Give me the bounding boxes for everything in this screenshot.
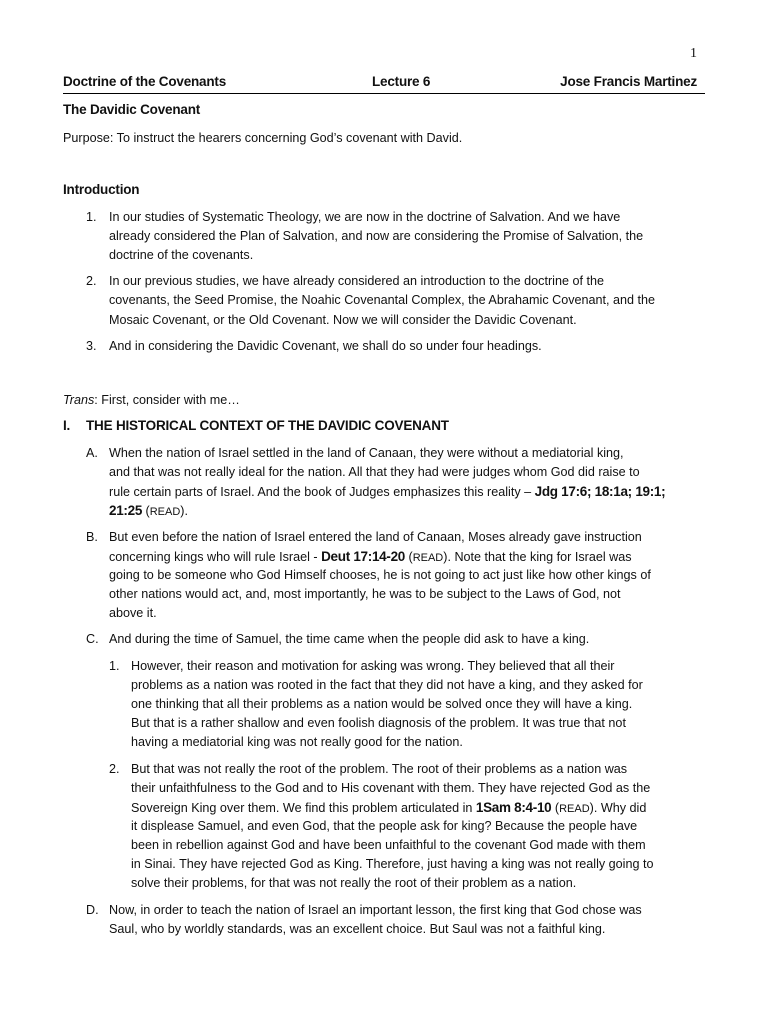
section-1-number: I. [63,418,71,433]
intro-item-3-number: 3. [86,339,97,353]
point-a-line-3-text: rule certain parts of Israel. And the book of Judges emphasizes this reality – [109,485,535,499]
intro-item-1-number: 1. [86,210,97,224]
purpose-statement: Purpose: To instruct the hearers concerning God’s covenant with David. [63,131,463,145]
transition-label: Trans [63,393,95,407]
header-course: Doctrine of the Covenants [63,74,227,89]
point-a-line-2: and that was not really ideal for the nation. All that they had were judges whom God did raise to [109,465,640,479]
point-c-sub-2-line-7: solve their problems, for that was not really the root of their problem as a nation. [131,876,577,890]
point-c-sub-1-line-2: problems as a nation was rooted in the fact that they did not have a king, and they asked for [131,678,643,692]
point-b-scripture-ref: Deut 17:14-20 [321,549,405,564]
page-header [63,74,705,94]
point-c-sub-2-line-1: But that was not really the root of the problem. The root of their problems as a nation was [131,762,628,776]
point-c-sub-2-line-6: in Sinai. They have rejected God as King. Therefore, just having a king was not really going to [131,857,654,871]
point-c-sub-1-line-5: having a mediatorial king was not really good for the nation. [131,735,463,749]
point-a-scripture-ref-2: 21:25 [109,503,143,518]
point-b-line-4: other nations would act, and, most importantly, he was to be subject to the Laws of God, not [109,587,621,601]
introduction-heading: Introduction [63,182,140,197]
point-c-sub-2-number: 2. [109,762,120,776]
transition-line [63,391,240,410]
transition-text: : First, consider with me… [94,393,240,407]
point-c-sub-2-line-3 [131,798,646,819]
intro-item-2-line-1: In our previous studies, we have already considered an introduction to the doctrine of the [109,274,604,288]
point-c-sub-2-line-3-text: Sovereign King over them. We find this problem articulated in [131,801,476,815]
point-b-line-1: But even before the nation of Israel entered the land of Canaan, Moses already gave instruction [109,530,642,544]
intro-item-2-number: 2. [86,274,97,288]
point-c-sub-1-number: 1. [109,659,120,673]
intro-item-1-line-2: already considered the Plan of Salvation, and now are considering the Promise of Salvation, the [109,229,644,243]
point-c-sub-1-line-4: But that is a rather shallow and even foolish diagnosis of the problem. It was true that not [131,716,626,730]
point-a-read: (READ). [142,504,188,518]
section-1-heading: THE HISTORICAL CONTEXT OF THE DAVIDIC COVENANT [86,418,449,433]
document-title: The Davidic Covenant [63,102,201,117]
point-a-label: A. [86,446,98,460]
point-c-sub-2-line-2: their unfaithfulness to the God and to His covenant with them. They have rejected God as the [131,781,651,795]
point-b-label: B. [86,530,98,544]
point-a-scripture-ref-1: Jdg 17:6; 18:1a; 19:1; [534,484,666,499]
point-a-line-1: When the nation of Israel settled in the land of Canaan, they were without a mediatorial king, [109,446,624,460]
intro-item-2-line-2: covenants, the Seed Promise, the Noahic Covenantal Complex, the Abrahamic Covenant, and the [109,293,656,307]
point-b-line-2-rest: (READ). Note that the king for Israel was [404,550,632,564]
point-d-line-1: Now, in order to teach the nation of Israel an important lesson, the first king that God chose was [109,903,642,917]
point-c-label: C. [86,632,99,646]
point-c-sub-1-line-3: one thinking that all their problems as a nation would be solved once they will have a king. [131,697,633,711]
intro-item-1-line-1: In our studies of Systematic Theology, we are now in the doctrine of Salvation. And we have [109,210,621,224]
point-c-sub-2-line-3-rest: (READ). Why did [551,801,647,815]
header-author: Jose Francis Martinez [560,74,697,89]
point-a-line-3 [109,482,665,502]
point-d-label: D. [86,903,99,917]
point-c-line-1: And during the time of Samuel, the time came when the people did ask to have a king. [109,632,590,646]
point-b-line-2 [109,547,632,568]
point-a-line-4 [109,501,188,522]
header-lecture: Lecture 6 [372,74,431,89]
intro-item-1-line-3: doctrine of the covenants. [109,248,254,262]
point-c-sub-2-line-4: it displease Samuel, and even God, that the people ask for king? Because the people have [131,819,638,833]
point-c-sub-2-scripture-ref: 1Sam 8:4-10 [475,800,552,815]
point-b-line-3: going to be someone who God Himself chooses, he is not going to act just like how other kings of [109,568,651,582]
point-d-line-2: Saul, who by worldly standards, was an excellent choice. But Saul was not a faithful king. [109,922,606,936]
point-b-line-2-text: concerning kings who will rule Israel - [109,550,322,564]
point-c-sub-1-line-1: However, their reason and motivation for asking was wrong. They believed that all their [131,659,615,673]
intro-item-3-line-1: And in considering the Davidic Covenant, we shall do so under four headings. [109,339,542,353]
point-b-line-5: above it. [109,606,157,620]
page-number: 1 [690,46,697,61]
point-c-sub-2-line-5: been in rebellion against God and have been unfaithful to the covenant God made with them [131,838,646,852]
intro-item-2-line-3: Mosaic Covenant, or the Old Covenant. Now we will consider the Davidic Covenant. [109,313,577,327]
